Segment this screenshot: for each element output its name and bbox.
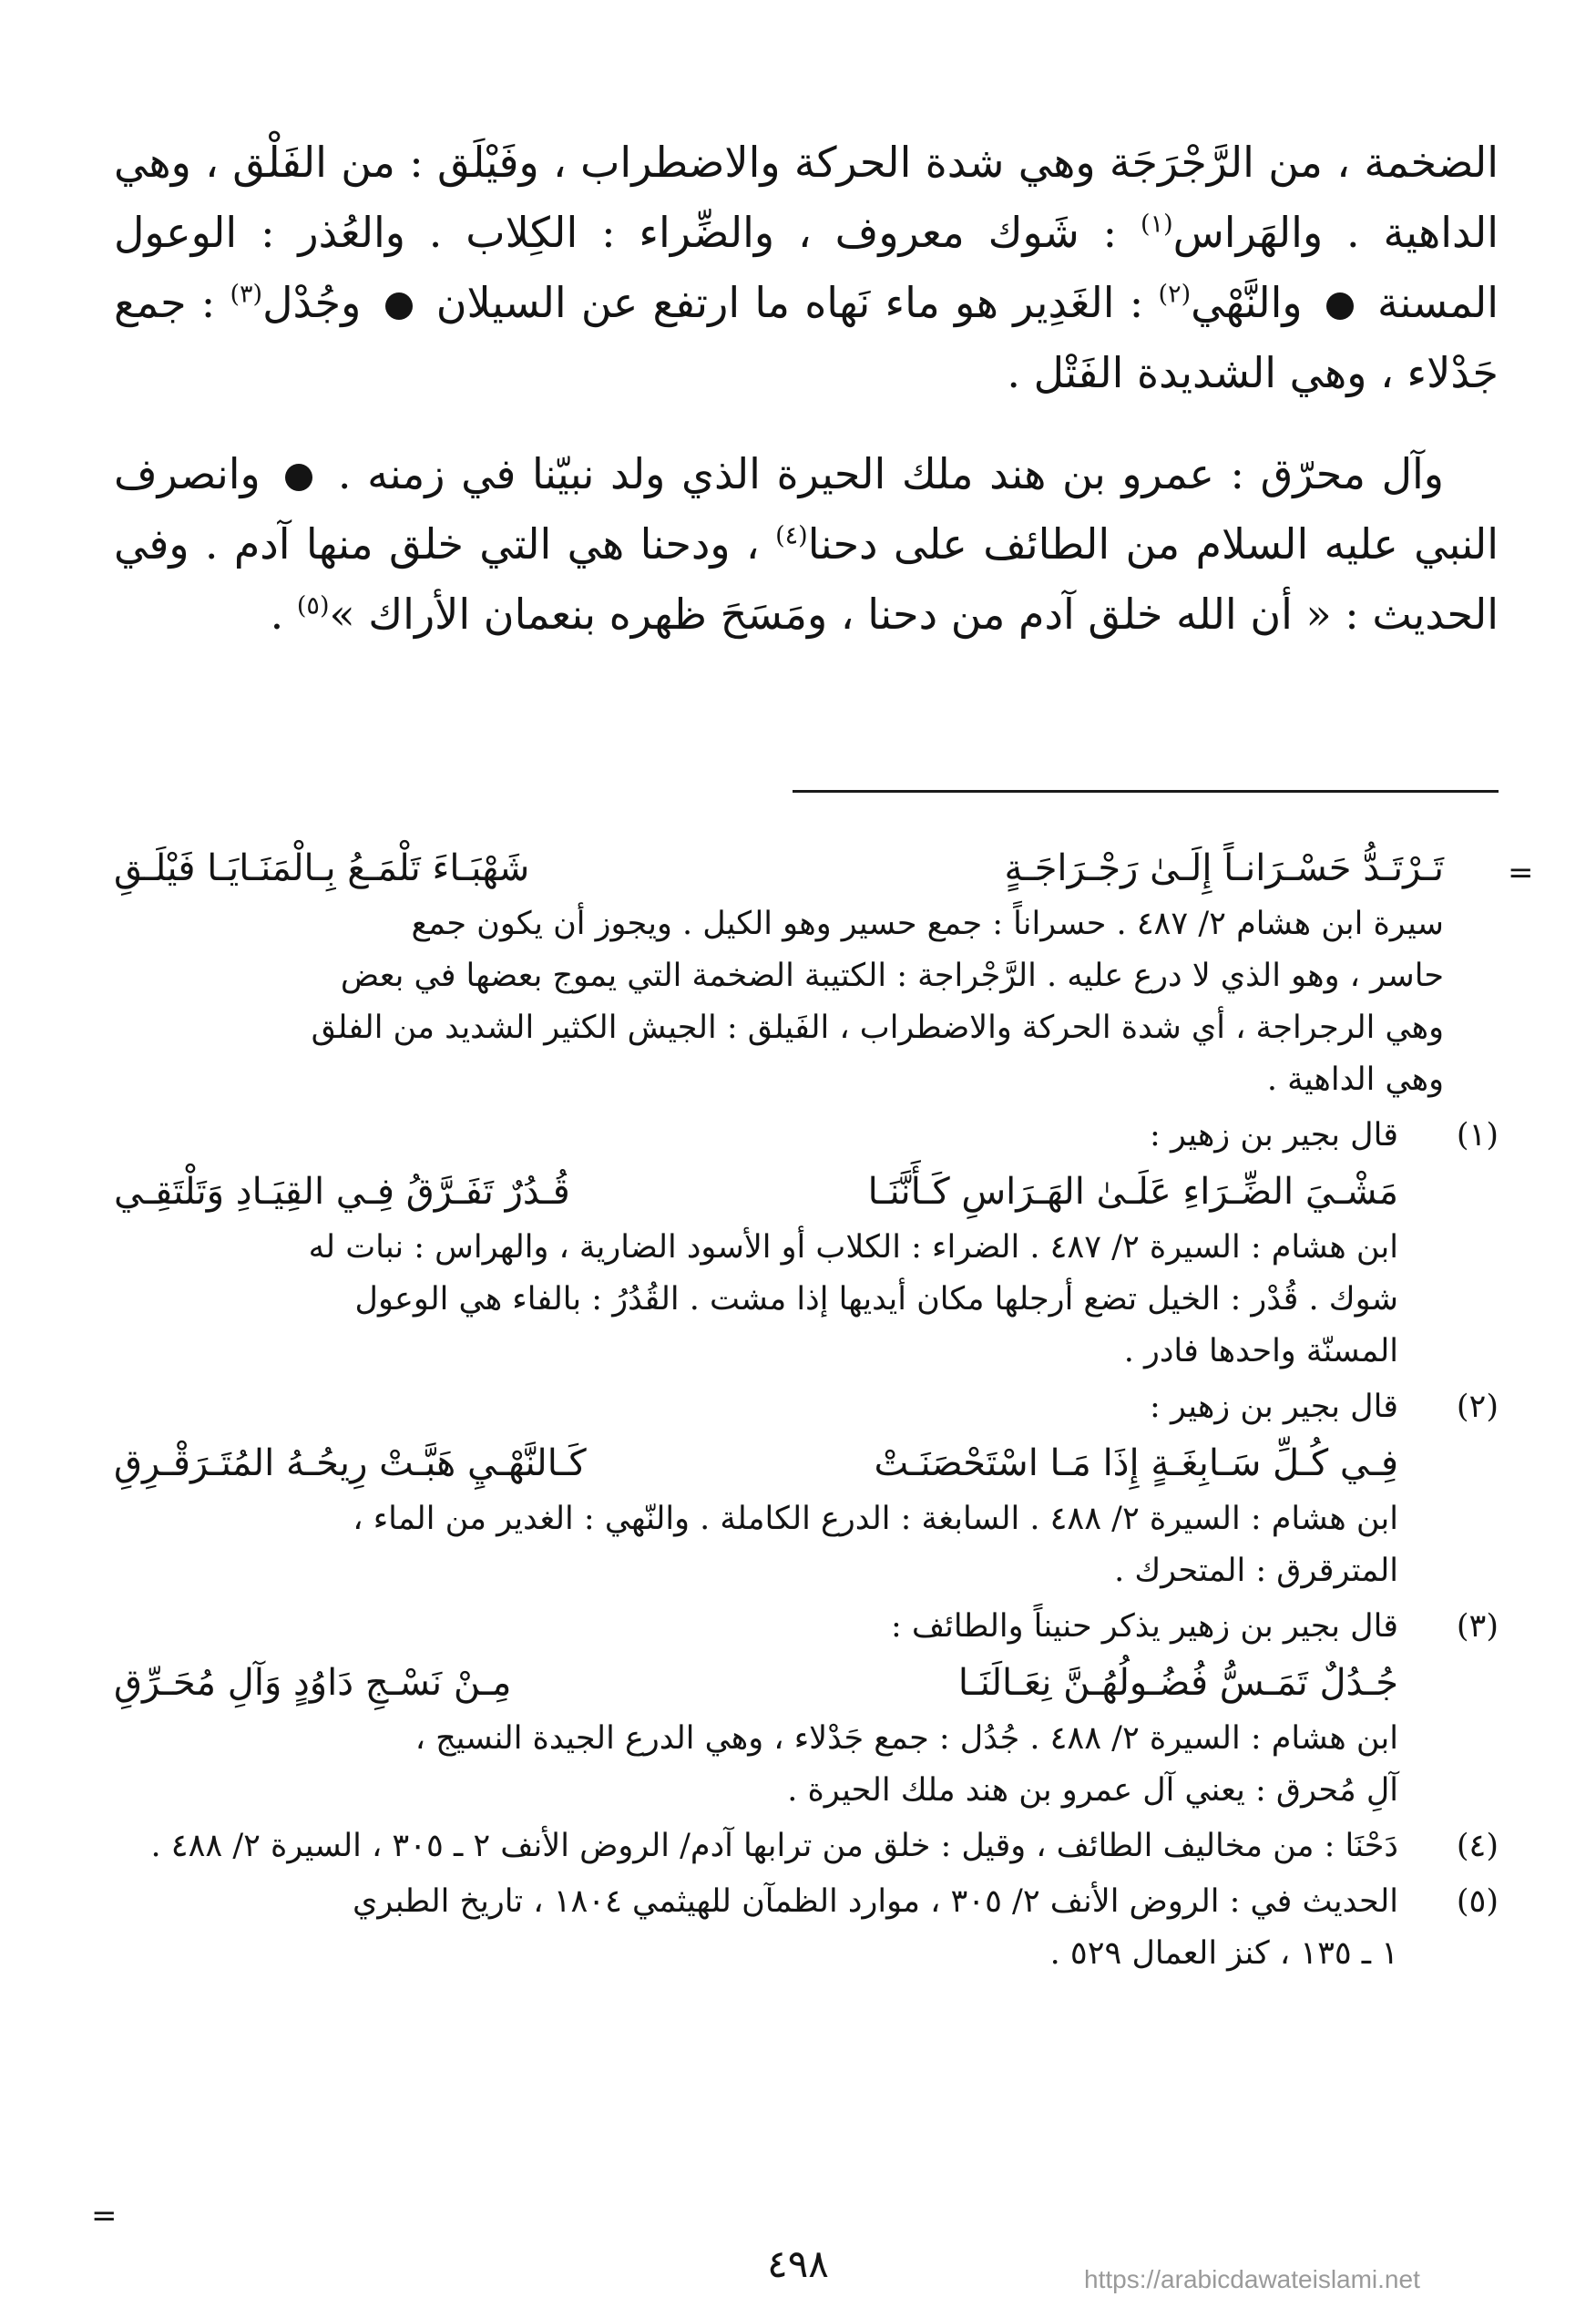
footnote-line: ابن هشام : السيرة ٢/ ٤٨٨ . السابغة : الدرع الكاملة . والنّهي : الغدير من الماء ، <box>353 1501 1398 1537</box>
footnote-line: الحديث في : الروض الأنف ٢/ ٣٠٥ ، موارد الظمآن للهيثمي ١٨٠٤ ، تاريخ الطبري <box>353 1883 1398 1920</box>
verse-first-half: جُـدُلٌ تَمَـسُّ فُضُـولُهُـنَّ نِعَـالَنَـا <box>957 1662 1398 1704</box>
footnote-line: وهي الداهية . <box>1266 1061 1444 1098</box>
text-line: وفي الحديث : « أن الله خلق آدم من دحنا ، ومَسَحَ ظهره بنعمان الأراك » <box>114 519 1499 639</box>
footnote-line: شوك . قُدْر : الخيل تضع أرجلها مكان أيديها إذا مشت . القُدُرُ : بالفاء هي الوعول <box>354 1281 1398 1318</box>
continuation-mark: = <box>91 2198 118 2234</box>
footnote-line: ابن هشام : السيرة ٢/ ٤٨٨ . جُدُل : جمع جَدْلاء ، وهي الدرع الجيدة النسيج ، <box>414 1720 1398 1757</box>
text-line: والنَّهْي <box>1191 278 1303 327</box>
poem-verse <box>114 1653 1398 1713</box>
bullet-icon <box>1326 292 1354 320</box>
continuation-mark: = <box>1508 855 1534 891</box>
footnote-intro: قال بجير بن زهير : <box>1150 1117 1398 1154</box>
footnote-continuation <box>114 838 1499 1106</box>
main-text <box>114 128 1499 681</box>
text-line: وهي الداهية . والهَراس <box>114 138 1499 257</box>
footnote-number: (٤) <box>1456 1828 1499 1864</box>
verse-second-half: قُـدُرٌ تَفَـرَّقُ فِـي القِيَـادِ وَتَلْتَقِـي <box>114 1171 570 1213</box>
text-line: . <box>270 590 284 639</box>
verse-first-half: فِـي كُـلِّ سَـابِغَـةٍ إِذَا مَـا اسْتَحْصَنَـتْ <box>874 1442 1398 1484</box>
text-line: وآل محرّق : عمرو بن هند ملك الحيرة الذي ولد نبيّنا في زمنه . <box>337 449 1445 498</box>
footnote-ref-3[interactable]: (٣) <box>230 280 263 309</box>
footnote-3 <box>114 1601 1499 1817</box>
text-line: : جمع جَدْلاء ، وهي الشديدة الفَتْل . <box>114 278 1499 397</box>
verse-first-half: مَشْـيَ الضِّـرَاءِ عَلَـىٰ الهَـرَاسِ كَـأَنَّنَـا <box>867 1171 1398 1213</box>
footnote-number: (١) <box>1456 1117 1499 1154</box>
poem-verse <box>114 838 1444 898</box>
footnote-ref-5[interactable]: (٥) <box>296 591 330 620</box>
footnote-line: حاسر ، وهو الذي لا درع عليه . الرَّجْراجة : الكتيبة الضخمة التي يموج بعضها في بعض <box>340 958 1444 994</box>
footnote-2 <box>114 1381 1499 1597</box>
footnote-ref-4[interactable]: (٤) <box>775 521 808 550</box>
footnote-ref-2[interactable]: (٢) <box>1158 280 1192 309</box>
verse-second-half: مِـنْ نَسْـجِ دَاوُدٍ وَآلِ مُحَـرِّقِ <box>114 1662 512 1704</box>
page-number: ٤٩٨ <box>767 2241 829 2286</box>
footnote-line: سيرة ابن هشام ٢/ ٤٨٧ . حسراناً : جمع حسير وهو الكيل . ويجوز أن يكون جمع <box>411 906 1444 942</box>
footnote-intro: قال بجير بن زهير يذكر حنيناً والطائف : <box>890 1608 1398 1645</box>
text-line: الضخمة ، من الرَّجْرَجَة وهي شدة الحركة والاضطراب ، وفَيْلَق : من الفَلْق ، <box>205 138 1499 187</box>
footnote-number: (٢) <box>1456 1389 1499 1425</box>
footnote-4 <box>114 1820 1499 1872</box>
paragraph-1 <box>114 128 1499 408</box>
watermark-url[interactable]: https://arabicdawateislami.net <box>1084 2265 1420 2293</box>
footnote-number: (٥) <box>1456 1883 1499 1920</box>
footnote-line: المسنّة واحدها فادر . <box>1123 1333 1398 1369</box>
footnote-line: دَحْنَا : من مخاليف الطائف ، وقيل : خلق من ترابها آدم/ الروض الأنف ٢ ـ ٣٠٥ ، السيرة ٢/ ٤٨٨ . <box>150 1828 1398 1864</box>
footnotes <box>114 838 1499 1984</box>
bullet-icon <box>285 464 312 491</box>
verse-first-half: تَـرْتَـدُّ حَسْـرَانـاً إِلَـىٰ رَجْـرَاجَـةٍ <box>1004 847 1444 889</box>
footnote-ref-1[interactable]: (١) <box>1141 210 1173 239</box>
verse-second-half: شَهْبَـاءَ تَلْمَـعُ بِـالْمَنَـايَـا فَيْلَـقِ <box>114 847 530 889</box>
text-line: ، ودحنا هي التي خلق منها آدم . <box>204 519 760 569</box>
verse-second-half: كَـالنَّهْـيِ هَبَّـتْ رِيحُـهُ المُتَـرَقْـرِقِ <box>114 1442 587 1484</box>
poem-verse <box>114 1433 1398 1493</box>
text-line: الوعول المسنة <box>114 208 1499 327</box>
footnote-line: المترقرق : المتحرك . <box>1114 1553 1398 1589</box>
text-line: : الغَدِير هو ماء نَهاه ما ارتفع عن السيلان <box>435 278 1144 327</box>
footnote-1 <box>114 1110 1499 1378</box>
poem-verse <box>114 1162 1398 1222</box>
text-line: النبي عليه السلام من الطائف على دحنا <box>807 519 1499 569</box>
text-line: : شَوك معروف ، والضِّراء : الكِلاب . والعُذر : <box>261 208 1118 257</box>
paragraph-2 <box>114 439 1499 650</box>
footnote-intro: قال بجير بن زهير : <box>1150 1389 1398 1425</box>
footnote-line: آلِ مُحرق : يعني آل عمرو بن هند ملك الحيرة . <box>787 1772 1398 1809</box>
footnote-5 <box>114 1876 1499 1980</box>
footnote-line: ابن هشام : السيرة ٢/ ٤٨٧ . الضراء : الكلاب أو الأسود الضارية ، والهراس : نبات له <box>308 1229 1398 1266</box>
text-line: وانصرف <box>114 449 261 498</box>
footnote-line: وهي الرجراجة ، أي شدة الحركة والاضطراب ، الفَيلق : الجيش الكثير الشديد من الفلق <box>311 1010 1444 1046</box>
footnote-separator <box>793 790 1499 793</box>
text-line: وجُدْل <box>262 278 362 327</box>
bullet-icon <box>385 292 413 320</box>
footnote-line: ١ ـ ١٣٥ ، كنز العمال ٥٢٩ . <box>1049 1935 1398 1972</box>
footnote-number: (٣) <box>1456 1608 1499 1645</box>
